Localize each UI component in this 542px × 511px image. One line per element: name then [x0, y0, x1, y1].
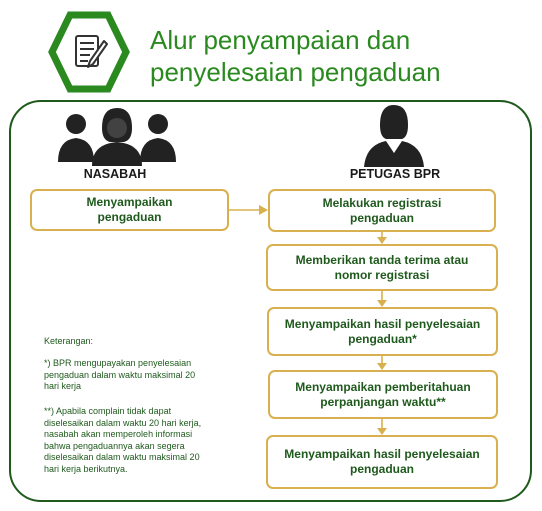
note-1: *) BPR mengupayakan penyelesaian pengaduan dalam waktu maksimal 20 hari kerja — [44, 358, 196, 391]
flow-step-4: Menyampaikan pemberitahuan perpanjangan waktu** — [268, 370, 498, 419]
notes-heading: Keterangan: — [44, 336, 94, 346]
flow-step-2: Memberikan tanda terima atau nomor registrasi — [266, 244, 498, 291]
role-label-petugas-bpr: PETUGAS BPR — [349, 167, 441, 181]
page-title: Alur penyampaian dan penyelesaian pengaduan — [150, 25, 441, 87]
arrow-step-1-to-2 — [377, 232, 387, 244]
flow-box-menyampaikan-pengaduan: Menyampaikan pengaduan — [30, 189, 229, 231]
flow-step-1: Melakukan registrasi pengaduan — [268, 189, 496, 232]
flow-step-3: Menyampaikan hasil penyelesaian pengaduan* — [267, 307, 498, 356]
note-2: **) Apabila complain tidak dapat diselesaikan dalam waktu 20 hari kerja, nasabah akan memperoleh informasi bahwa pengaduannya akan segera diselesaikan dalam waktu maksimal 20 hari kerja berikutnya. — [44, 406, 202, 474]
role-label-nasabah: NASABAH — [83, 167, 147, 181]
arrow-step-3-to-4 — [377, 356, 387, 370]
arrow-step-2-to-3 — [377, 291, 387, 307]
flow-step-5: Menyampaikan hasil penyelesaian pengaduan — [266, 435, 498, 489]
arrow-step-4-to-5 — [377, 419, 387, 435]
arrow-left-to-step-1 — [229, 205, 268, 215]
